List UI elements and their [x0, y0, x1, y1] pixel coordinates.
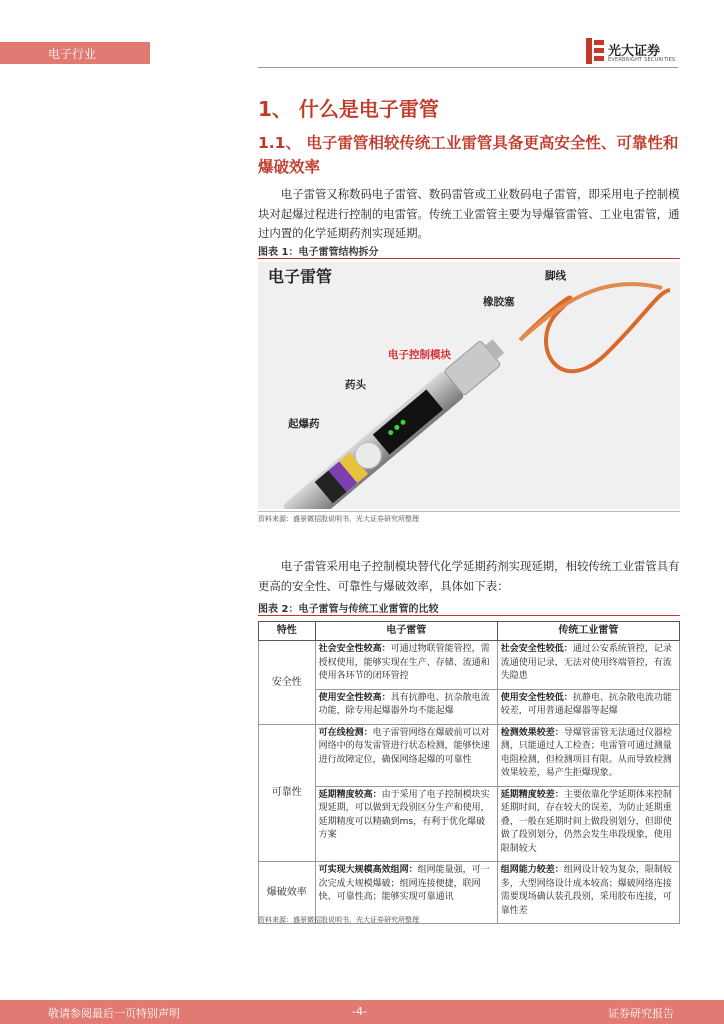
paragraph-intro: 电子雷管又称数码电子雷管、数码雷管或工业数码电子雷管，即采用电子控制模块对起爆过程进行控制的电雷管。传统工业雷管主要为导爆管雷管、工业电雷管，通过内置的化学延期药剂实现延期。 [258, 187, 680, 240]
cell-body: 组网能量强，可一次完成大规模爆破；组网连接便捷，联网快、可靠性高；能够实现可靠通讯 [318, 865, 490, 902]
header-section-bar [0, 42, 150, 64]
table-cell [315, 724, 497, 786]
cell-body: 具有抗静电、抗杂散电流功能，除专用起爆器外均不能起爆 [318, 692, 490, 716]
table-cell [497, 786, 679, 862]
cell-body: 可通过物联管能管控，需授权使用，能够实现在生产、存储、流通和使用各环节的闭环管控 [318, 644, 490, 681]
heading-2: 1.1、 电子雷管相较传统工业雷管具备更高安全性、可靠性和爆破效率 [258, 134, 679, 176]
cell-bold: 社会安全性较低： [500, 644, 573, 654]
table-row [259, 641, 680, 690]
table-cell [315, 689, 497, 724]
figure-1-caption-rule [258, 258, 680, 259]
table-header-cell: 特性 [259, 622, 316, 641]
cell-text [501, 692, 676, 719]
table-row [259, 724, 680, 786]
table-caption: 图表 2：电子雷管与传统工业雷管的比较 [258, 604, 439, 615]
cell-text [501, 789, 676, 857]
header-divider [258, 67, 678, 68]
cell-bold: 社会安全性较高： [318, 644, 391, 654]
shell-tube [282, 370, 465, 509]
cell-body: 导爆管雷管无法通过仪器检测，只能通过人工检查；电雷管可通过测量电阻检测，但检测项目有限。从而导致检测效果较差，易产生拒爆现象。 [500, 727, 672, 778]
footer-disclaimer: 敬请参阅最后一页特别声明 [48, 1007, 180, 1020]
logo-cn-text: 光大证券 [608, 44, 661, 59]
cell-bold: 延期精度较差： [500, 789, 564, 800]
figure-1-detonator-diagram [258, 262, 680, 509]
table-row-category: 安全性 [259, 641, 316, 725]
header-section-label: 电子行业 [48, 47, 97, 61]
table-cell [315, 641, 497, 690]
label-module: 电子控制模块 [388, 349, 451, 361]
table-cell [497, 689, 679, 724]
cell-text [319, 643, 494, 684]
table-header-row [259, 622, 680, 641]
table-cell [315, 786, 497, 862]
comparison-table [258, 621, 680, 924]
cell-text [319, 864, 494, 905]
cell-text [319, 789, 494, 843]
cell-body: 组网设计较为复杂，限制较多，大型网络设计成本较高；爆破网络连接需要现场确认装孔段别，采用胶布连接，可靠性差 [500, 865, 672, 916]
cell-text [501, 643, 676, 684]
table-row [259, 786, 680, 862]
footer-page-number: -4- [352, 1005, 367, 1018]
table-cell [497, 724, 679, 786]
everbright-logo-icon [586, 38, 604, 64]
brand-logo [586, 38, 686, 68]
table-row-category: 爆破效率 [259, 862, 316, 924]
figure-1-source-rule [258, 511, 680, 512]
cell-bold: 检测效果较差： [500, 727, 564, 738]
footer-report-type: 证券研究报告 [608, 1007, 674, 1020]
cell-body: 通过公安系统管控，记录流通使用记录，无法对使用终端管控，有流失隐患 [500, 644, 672, 681]
paragraph-comparison-intro: 电子雷管采用电子控制模块替代化学延期药剂实现延期，相较传统工业雷管具有更高的安全性、可靠性与爆破效率，具体如下表： [258, 559, 680, 593]
table-source: 资料来源：盛景微招股说明书，光大证券研究所整理 [258, 916, 419, 924]
logo-en-text: EVERBRIGHT SECURITIES [608, 57, 676, 63]
cell-body: 抗静电、抗杂散电流功能较差，可用普通起爆器等起爆 [500, 692, 672, 716]
page-footer [0, 1000, 724, 1024]
cell-bold: 可在线检测： [318, 727, 373, 738]
table-header-cell: 电子雷管 [315, 622, 497, 641]
label-primer: 起爆药 [288, 418, 320, 430]
figure-1-source: 资料来源：盛景微招股说明书，光大证券研究所整理 [258, 515, 419, 523]
figure-1-title: 电子雷管 [268, 267, 333, 286]
table-cell [497, 641, 679, 690]
cell-text [501, 864, 676, 918]
label-head: 药头 [345, 379, 366, 391]
cell-bold: 延期精度较高： [318, 789, 382, 800]
table-caption-rule [258, 615, 680, 616]
cell-body: 电子雷管网络在爆破前可以对网络中的每发雷管进行状态检测，能够快速进行故障定位，确保网络起爆的可靠性 [318, 727, 490, 765]
table-row-category: 可靠性 [259, 724, 316, 862]
cell-text [319, 692, 494, 719]
heading-1: 1、 什么是电子雷管 [258, 97, 439, 121]
label-wire: 脚线 [545, 270, 566, 282]
detonator-illustration [258, 262, 680, 509]
cell-bold: 可实现大规模高效组网： [318, 865, 418, 875]
table-header-cell: 传统工业雷管 [497, 622, 679, 641]
cell-bold: 使用安全性较高： [318, 692, 391, 703]
cell-text [319, 727, 494, 768]
figure-1-caption: 图表 1：电子雷管结构拆分 [258, 247, 379, 258]
label-plug: 橡胶塞 [483, 296, 515, 308]
table-row [259, 689, 680, 724]
table-cell [497, 862, 679, 924]
cell-body: 主要依靠化学延期体来控制延期时间，存在较大的误差，为防止延期重叠，一般在延期时间上做段别划分，但即使做了段别划分，仍然会发生串段现象，使用限制较大 [500, 789, 672, 854]
cell-body: 由于采用了电子控制模块实现延期，可以做到无段别区分生产和使用，延期精度可以精确到ms，有利于优化爆破方案 [318, 789, 490, 840]
lead-wire [520, 290, 670, 371]
cell-bold: 组网能力较差： [500, 865, 564, 875]
cell-bold: 使用安全性较低： [500, 692, 573, 703]
cell-text [501, 727, 676, 781]
